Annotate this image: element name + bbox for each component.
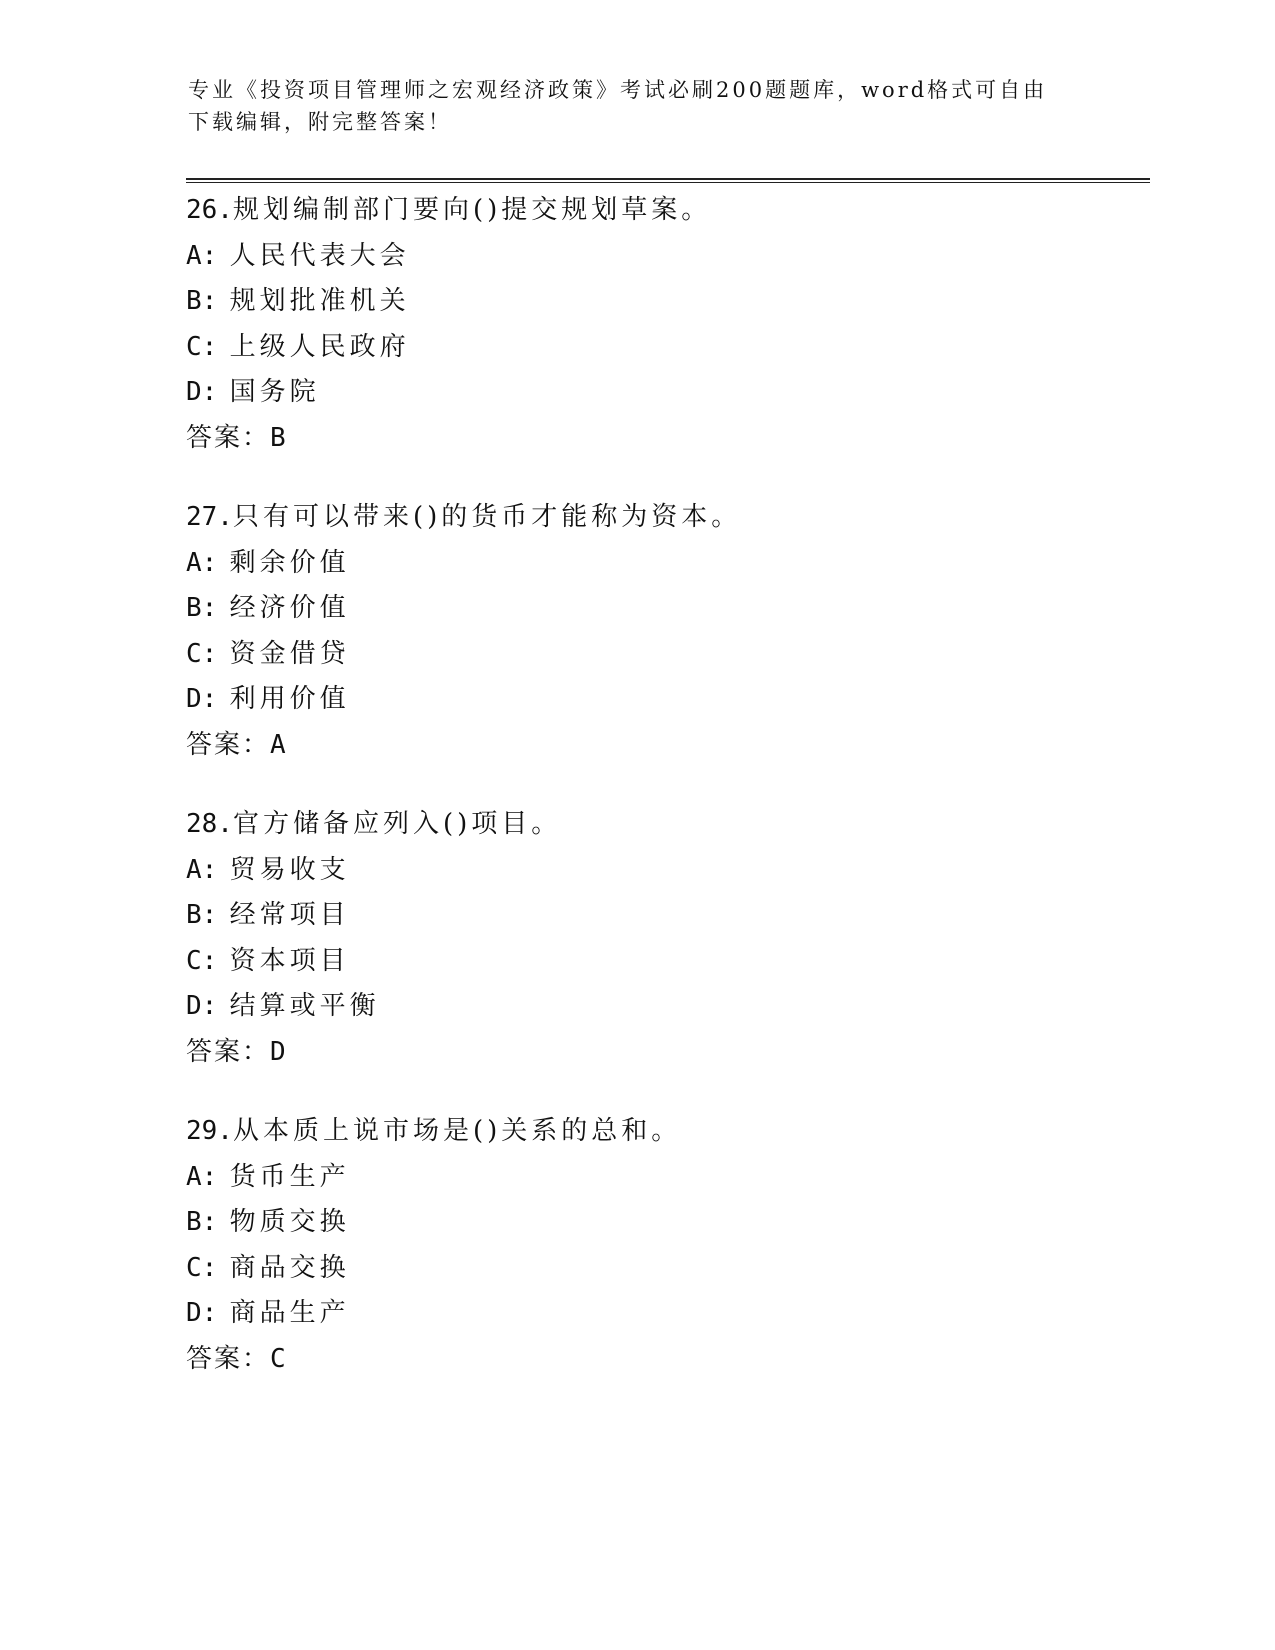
option-key: A: (186, 547, 218, 578)
option-key: D: (186, 684, 218, 714)
question-list (186, 188, 1146, 1416)
option-key: A: (186, 854, 218, 885)
option-a (186, 234, 1146, 280)
option-b (186, 279, 1146, 325)
option-text: 经济价值 (229, 593, 350, 623)
answer-value: B (270, 422, 286, 453)
answer-line (186, 1337, 1146, 1383)
option-b (186, 1200, 1146, 1246)
header-divider (186, 178, 1150, 183)
option-text: 剩余价值 (229, 547, 350, 578)
option-b (186, 586, 1146, 632)
question-text: 从本质上说市场是()关系的总和。 (232, 1116, 682, 1146)
option-text: 国务院 (229, 377, 320, 407)
option-key: B: (186, 1207, 218, 1237)
question-27 (186, 495, 1146, 768)
option-key: B: (186, 900, 218, 930)
option-key: C: (186, 1252, 218, 1283)
answer-value: D (270, 1036, 286, 1067)
question-text: 规划编制部门要向()提交规划草案。 (232, 195, 712, 225)
question-stem (186, 495, 1146, 541)
option-key: D: (186, 377, 218, 407)
option-c (186, 632, 1146, 678)
option-c (186, 1246, 1146, 1292)
option-text: 规划批准机关 (229, 286, 410, 316)
answer-line (186, 1030, 1146, 1076)
answer-line (186, 416, 1146, 462)
option-text: 经常项目 (229, 900, 350, 930)
option-key: C: (186, 638, 218, 669)
option-d (186, 984, 1146, 1030)
option-text: 资本项目 (229, 945, 350, 976)
answer-line (186, 723, 1146, 769)
answer-label: 答案： (186, 422, 271, 453)
option-key: A: (186, 240, 218, 271)
option-d (186, 677, 1146, 723)
option-text: 物质交换 (229, 1207, 350, 1237)
question-text: 只有可以带来()的货币才能称为资本。 (232, 502, 742, 532)
option-text: 结算或平衡 (229, 991, 380, 1021)
document-header (188, 74, 1088, 138)
option-key: D: (186, 991, 218, 1021)
question-number: 29. (186, 1116, 233, 1146)
option-text: 利用价值 (229, 684, 350, 714)
option-key: C: (186, 331, 218, 362)
option-text: 资金借贷 (229, 638, 350, 669)
question-text: 官方储备应列入()项目。 (232, 809, 562, 839)
option-b (186, 893, 1146, 939)
option-a (186, 848, 1146, 894)
option-text: 人民代表大会 (229, 240, 410, 271)
option-c (186, 325, 1146, 371)
option-text: 商品交换 (229, 1252, 350, 1283)
question-28 (186, 802, 1146, 1075)
option-key: B: (186, 286, 218, 316)
option-a (186, 1155, 1146, 1201)
option-d (186, 1291, 1146, 1337)
option-text: 上级人民政府 (229, 331, 410, 362)
question-26 (186, 188, 1146, 461)
question-stem (186, 1109, 1146, 1155)
question-number: 27. (186, 502, 233, 532)
option-text: 商品生产 (229, 1298, 350, 1328)
header-line-1: 专业《投资项目管理师之宏观经济政策》考试必刷200题题库，word格式可自由 (188, 78, 1048, 102)
answer-label: 答案： (186, 1343, 271, 1374)
option-d (186, 370, 1146, 416)
question-29 (186, 1109, 1146, 1382)
question-number: 26. (186, 195, 233, 225)
option-text: 货币生产 (229, 1161, 350, 1192)
option-key: D: (186, 1298, 218, 1328)
answer-value: C (270, 1343, 286, 1374)
option-text: 贸易收支 (229, 854, 350, 885)
answer-label: 答案： (186, 729, 271, 760)
option-key: C: (186, 945, 218, 976)
option-c (186, 939, 1146, 985)
question-stem (186, 802, 1146, 848)
answer-value: A (270, 729, 286, 760)
option-a (186, 541, 1146, 587)
option-key: A: (186, 1161, 218, 1192)
header-line-2: 下载编辑，附完整答案！ (188, 110, 452, 134)
option-key: B: (186, 593, 218, 623)
answer-label: 答案： (186, 1036, 271, 1067)
question-number: 28. (186, 809, 233, 839)
question-stem (186, 188, 1146, 234)
